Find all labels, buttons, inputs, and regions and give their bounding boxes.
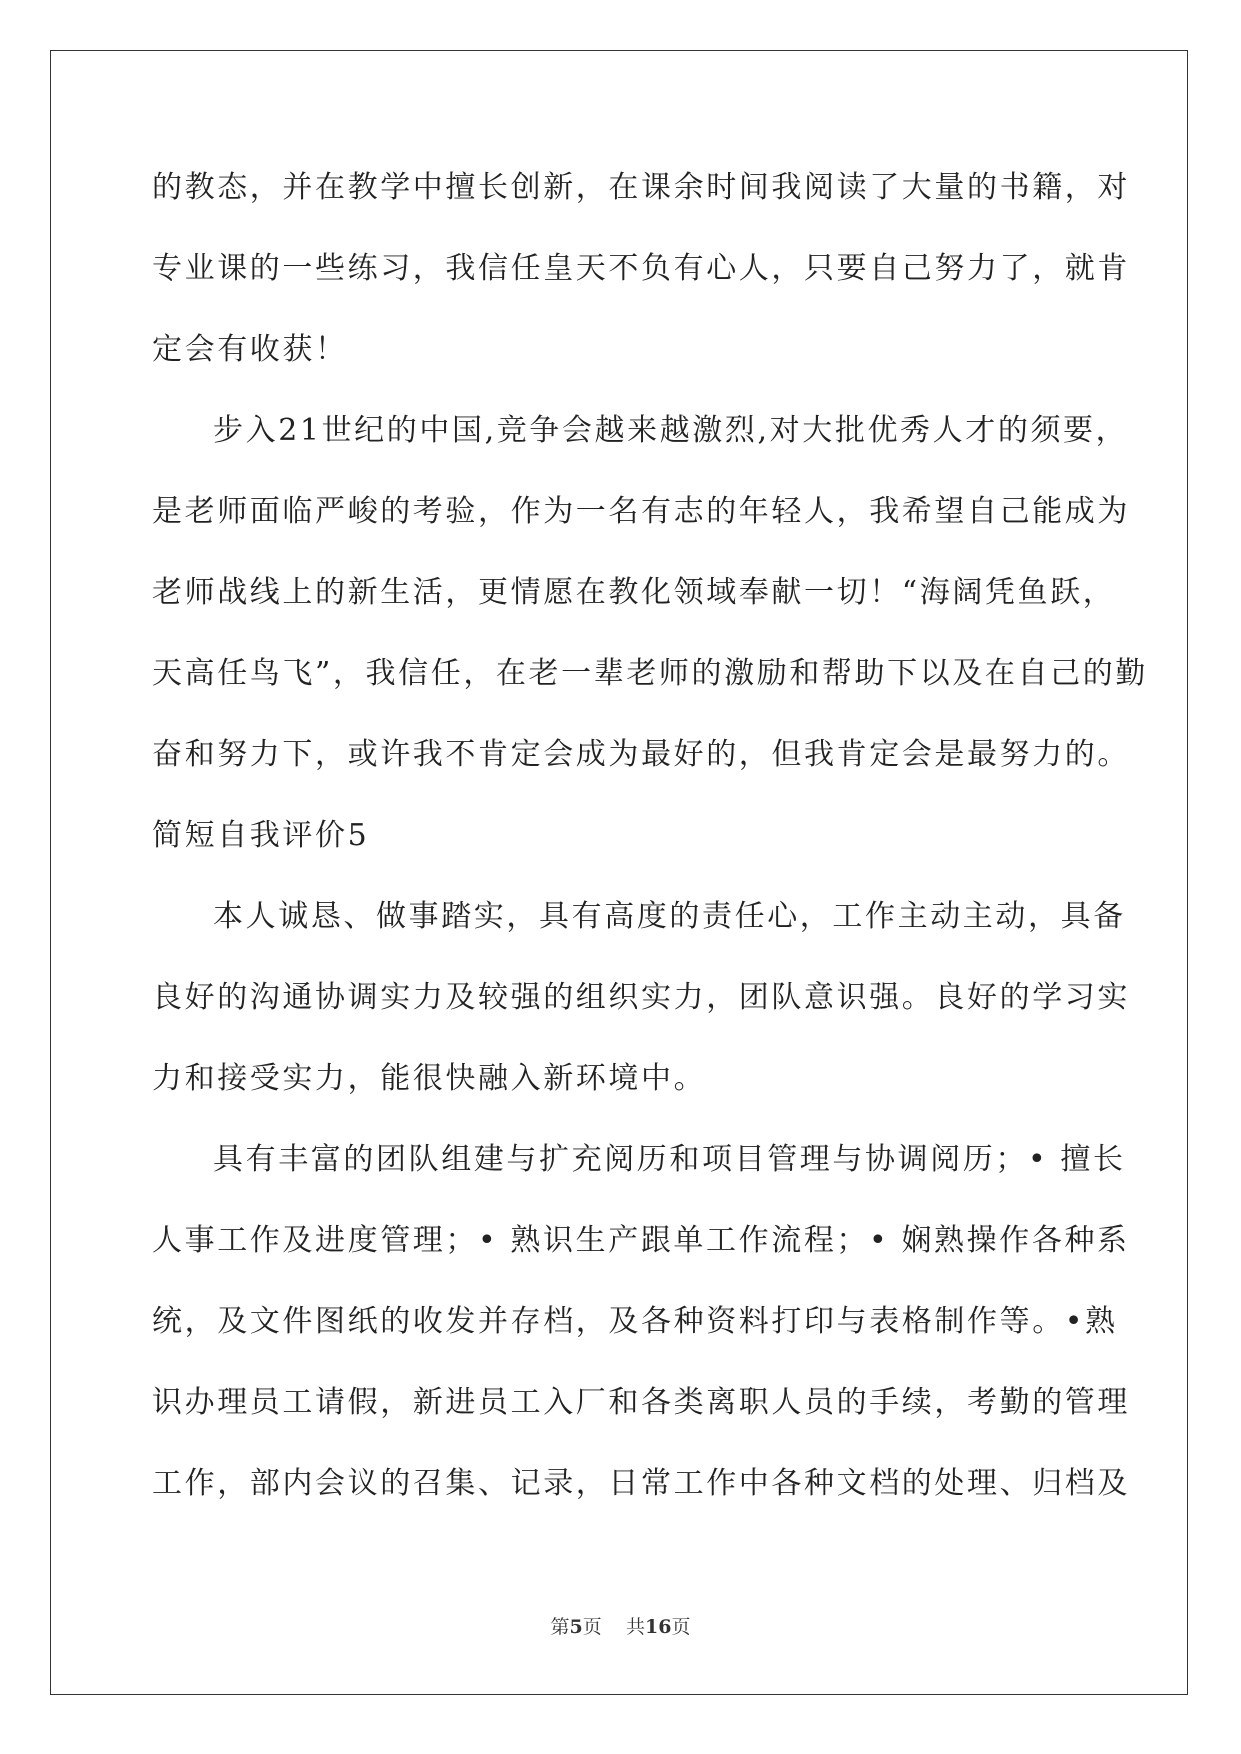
text-line: 定会有收获！ [152, 332, 348, 367]
page-number: 5 [569, 1616, 583, 1638]
page-suffix: 页 [582, 1616, 602, 1638]
text-line: 天高任鸟飞”，我信任，在老一辈老师的激励和帮助下以及在自己的勤 [152, 656, 1148, 691]
text-line: 力和接受实力，能很快融入新环境中。 [152, 1061, 707, 1096]
text-line: 是老师面临严峻的考验，作为一名有志的年轻人，我希望自己能成为 [152, 494, 1130, 529]
document-body [152, 158, 1148, 1535]
text-line: 奋和努力下，或许我不肯定会成为最好的，但我肯定会是最努力的。 [152, 737, 1130, 772]
paragraph-start-line: 本人诚恳、做事踏实，具有高度的责任心，工作主动主动，具备 [213, 899, 1126, 934]
page-footer [0, 1614, 1241, 1640]
total-pages: 16 [644, 1616, 672, 1638]
paragraph-start-line: 具有丰富的团队组建与扩充阅历和项目管理与协调阅历；• 擅长 [213, 1142, 1126, 1177]
section-heading: 简短自我评价5 [152, 818, 370, 853]
text-line: 良好的沟通协调实力及较强的组织实力，团队意识强。良好的学习实 [152, 980, 1130, 1015]
paragraph-start-line: 步入21世纪的中国,竞争会越来越激烈,对大批优秀人才的须要， [213, 413, 1129, 448]
text-line: 老师战线上的新生活，更情愿在教化领域奉献一切！“海阔凭鱼跃， [152, 575, 1116, 610]
total-suffix: 页 [671, 1616, 691, 1638]
text-line: 的教态，并在教学中擅长创新，在课余时间我阅读了大量的书籍，对 [152, 170, 1130, 205]
text-line: 人事工作及进度管理；• 熟识生产跟单工作流程；• 娴熟操作各种系 [152, 1223, 1130, 1258]
text-line: 统，及文件图纸的收发并存档，及各种资料打印与表格制作等。•熟 [152, 1304, 1118, 1339]
text-line: 工作，部内会议的召集、记录，日常工作中各种文档的处理、归档及 [152, 1466, 1130, 1501]
text-line: 专业课的一些练习，我信任皇天不负有心人，只要自己努力了，就肯 [152, 251, 1130, 286]
page-prefix: 第 [550, 1616, 570, 1638]
text-line: 识办理员工请假，新进员工入厂和各类离职人员的手续，考勤的管理 [152, 1385, 1130, 1420]
total-prefix: 共 [625, 1616, 645, 1638]
